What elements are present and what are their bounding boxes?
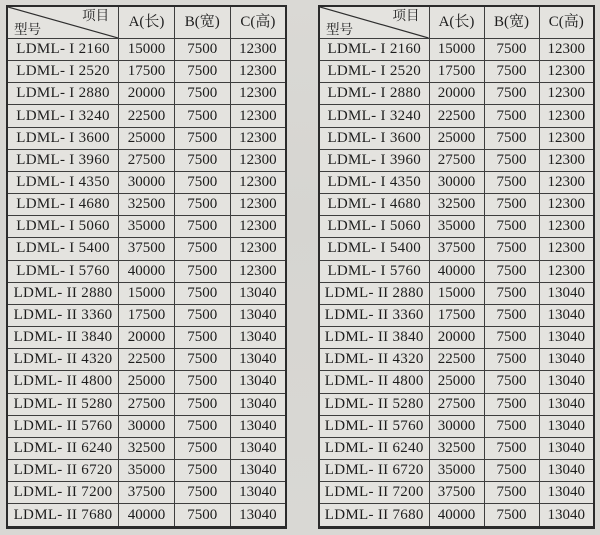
b-width-cell: 7500 bbox=[174, 61, 230, 83]
column-header-c-height: C(高) bbox=[539, 6, 594, 39]
b-width-cell: 7500 bbox=[174, 105, 230, 127]
c-height-cell: 13040 bbox=[230, 304, 286, 326]
b-width-cell: 7500 bbox=[484, 437, 539, 459]
model-cell: LDML- II 4320 bbox=[319, 349, 429, 371]
a-length-cell: 20000 bbox=[119, 83, 175, 105]
model-cell: LDML- I 4350 bbox=[319, 171, 429, 193]
a-length-cell: 20000 bbox=[119, 327, 175, 349]
table-row bbox=[7, 482, 286, 504]
a-length-cell: 32500 bbox=[119, 194, 175, 216]
table-row bbox=[319, 216, 594, 238]
table-row bbox=[7, 282, 286, 304]
b-width-cell: 7500 bbox=[484, 61, 539, 83]
a-length-cell: 35000 bbox=[119, 459, 175, 481]
a-length-cell: 37500 bbox=[119, 482, 175, 504]
model-cell: LDML- II 6240 bbox=[7, 437, 119, 459]
c-height-cell: 13040 bbox=[539, 482, 594, 504]
b-width-cell: 7500 bbox=[484, 482, 539, 504]
a-length-cell: 27500 bbox=[119, 393, 175, 415]
table-row bbox=[319, 482, 594, 504]
b-width-cell: 7500 bbox=[174, 327, 230, 349]
model-cell: LDML- II 3360 bbox=[319, 304, 429, 326]
c-height-cell: 12300 bbox=[539, 171, 594, 193]
a-length-cell: 25000 bbox=[429, 127, 484, 149]
table-row bbox=[7, 105, 286, 127]
a-length-cell: 17500 bbox=[429, 61, 484, 83]
header-row bbox=[319, 6, 594, 39]
a-length-cell: 22500 bbox=[429, 349, 484, 371]
a-length-cell: 20000 bbox=[429, 327, 484, 349]
table-row bbox=[319, 504, 594, 528]
model-cell: LDML- I 4680 bbox=[319, 194, 429, 216]
table-row bbox=[7, 171, 286, 193]
table-row bbox=[7, 83, 286, 105]
table-row bbox=[319, 459, 594, 481]
c-height-cell: 12300 bbox=[230, 238, 286, 260]
a-length-cell: 17500 bbox=[119, 304, 175, 326]
c-height-cell: 12300 bbox=[539, 61, 594, 83]
table-row bbox=[7, 39, 286, 61]
model-cell: LDML- I 3240 bbox=[7, 105, 119, 127]
a-length-cell: 27500 bbox=[429, 393, 484, 415]
a-length-cell: 30000 bbox=[429, 415, 484, 437]
c-height-cell: 13040 bbox=[539, 282, 594, 304]
b-width-cell: 7500 bbox=[484, 105, 539, 127]
table-row bbox=[7, 415, 286, 437]
model-cell: LDML- II 6720 bbox=[7, 459, 119, 481]
model-cell: LDML- I 5400 bbox=[7, 238, 119, 260]
table-row bbox=[319, 260, 594, 282]
b-width-cell: 7500 bbox=[174, 216, 230, 238]
model-cell: LDML- I 3600 bbox=[7, 127, 119, 149]
model-cell: LDML- II 5280 bbox=[319, 393, 429, 415]
a-length-cell: 15000 bbox=[119, 282, 175, 304]
b-width-cell: 7500 bbox=[174, 171, 230, 193]
table-body bbox=[7, 39, 286, 528]
model-cell: LDML- II 3840 bbox=[319, 327, 429, 349]
table-row bbox=[319, 304, 594, 326]
a-length-cell: 25000 bbox=[429, 371, 484, 393]
model-cell: LDML- I 2520 bbox=[319, 61, 429, 83]
a-length-cell: 32500 bbox=[429, 194, 484, 216]
table-row bbox=[319, 349, 594, 371]
table-row bbox=[7, 216, 286, 238]
b-width-cell: 7500 bbox=[484, 238, 539, 260]
model-cell: LDML- II 7680 bbox=[7, 504, 119, 528]
table-row bbox=[7, 327, 286, 349]
model-cell: LDML- II 3360 bbox=[7, 304, 119, 326]
table-row bbox=[319, 415, 594, 437]
table-row bbox=[319, 39, 594, 61]
model-cell: LDML- II 6240 bbox=[319, 437, 429, 459]
a-length-cell: 37500 bbox=[429, 238, 484, 260]
model-cell: LDML- I 5060 bbox=[319, 216, 429, 238]
a-length-cell: 25000 bbox=[119, 371, 175, 393]
model-cell: LDML- I 2520 bbox=[7, 61, 119, 83]
b-width-cell: 7500 bbox=[174, 83, 230, 105]
c-height-cell: 12300 bbox=[539, 238, 594, 260]
b-width-cell: 7500 bbox=[174, 459, 230, 481]
a-length-cell: 40000 bbox=[119, 504, 175, 528]
c-height-cell: 13040 bbox=[539, 504, 594, 528]
b-width-cell: 7500 bbox=[484, 393, 539, 415]
table-row bbox=[319, 238, 594, 260]
b-width-cell: 7500 bbox=[174, 349, 230, 371]
table-body bbox=[319, 39, 594, 528]
model-cell: LDML- II 3840 bbox=[7, 327, 119, 349]
b-width-cell: 7500 bbox=[484, 371, 539, 393]
table-row bbox=[7, 194, 286, 216]
table-row bbox=[7, 304, 286, 326]
a-length-cell: 27500 bbox=[429, 149, 484, 171]
c-height-cell: 12300 bbox=[539, 83, 594, 105]
table-row bbox=[319, 105, 594, 127]
header-row bbox=[7, 6, 286, 39]
a-length-cell: 15000 bbox=[119, 39, 175, 61]
a-length-cell: 27500 bbox=[119, 149, 175, 171]
column-header-a-length: A(长) bbox=[429, 6, 484, 39]
c-height-cell: 12300 bbox=[230, 149, 286, 171]
b-width-cell: 7500 bbox=[484, 504, 539, 528]
c-height-cell: 13040 bbox=[539, 393, 594, 415]
c-height-cell: 12300 bbox=[539, 105, 594, 127]
table-row bbox=[7, 149, 286, 171]
diagonal-split-cell bbox=[320, 7, 429, 38]
c-height-cell: 13040 bbox=[230, 482, 286, 504]
a-length-cell: 22500 bbox=[429, 105, 484, 127]
model-cell: LDML- I 3240 bbox=[319, 105, 429, 127]
c-height-cell: 13040 bbox=[539, 371, 594, 393]
b-width-cell: 7500 bbox=[174, 504, 230, 528]
b-width-cell: 7500 bbox=[174, 149, 230, 171]
a-length-cell: 35000 bbox=[429, 459, 484, 481]
a-length-cell: 30000 bbox=[119, 171, 175, 193]
c-height-cell: 12300 bbox=[230, 171, 286, 193]
table-row bbox=[7, 459, 286, 481]
column-header-a-length: A(长) bbox=[119, 6, 175, 39]
table-row bbox=[7, 61, 286, 83]
model-cell: LDML- I 5760 bbox=[7, 260, 119, 282]
c-height-cell: 12300 bbox=[230, 83, 286, 105]
c-height-cell: 13040 bbox=[539, 459, 594, 481]
model-cell: LDML- I 2880 bbox=[319, 83, 429, 105]
model-cell: LDML- II 4800 bbox=[319, 371, 429, 393]
b-width-cell: 7500 bbox=[174, 482, 230, 504]
diagonal-split-cell bbox=[8, 7, 118, 38]
a-length-cell: 22500 bbox=[119, 105, 175, 127]
b-width-cell: 7500 bbox=[174, 393, 230, 415]
a-length-cell: 20000 bbox=[429, 83, 484, 105]
model-cell: LDML- II 5760 bbox=[7, 415, 119, 437]
model-cell: LDML- I 5060 bbox=[7, 216, 119, 238]
table-header bbox=[7, 6, 286, 39]
model-cell: LDML- II 5280 bbox=[7, 393, 119, 415]
b-width-cell: 7500 bbox=[174, 260, 230, 282]
a-length-cell: 35000 bbox=[119, 216, 175, 238]
c-height-cell: 12300 bbox=[539, 39, 594, 61]
table-row bbox=[319, 171, 594, 193]
table-row bbox=[7, 127, 286, 149]
c-height-cell: 12300 bbox=[230, 39, 286, 61]
model-cell: LDML- II 7680 bbox=[319, 504, 429, 528]
b-width-cell: 7500 bbox=[174, 194, 230, 216]
table-row bbox=[7, 238, 286, 260]
a-length-cell: 32500 bbox=[429, 437, 484, 459]
table-row bbox=[319, 127, 594, 149]
model-cell: LDML- I 5400 bbox=[319, 238, 429, 260]
b-width-cell: 7500 bbox=[174, 437, 230, 459]
spec-table-right bbox=[318, 5, 595, 529]
b-width-cell: 7500 bbox=[484, 415, 539, 437]
b-width-cell: 7500 bbox=[484, 349, 539, 371]
column-header-b-width: B(宽) bbox=[484, 6, 539, 39]
c-height-cell: 12300 bbox=[230, 127, 286, 149]
c-height-cell: 13040 bbox=[539, 327, 594, 349]
table-row bbox=[319, 393, 594, 415]
c-height-cell: 12300 bbox=[230, 194, 286, 216]
model-cell: LDML- I 2160 bbox=[319, 39, 429, 61]
c-height-cell: 13040 bbox=[230, 504, 286, 528]
c-height-cell: 13040 bbox=[230, 327, 286, 349]
c-height-cell: 13040 bbox=[230, 371, 286, 393]
dimensions-table bbox=[318, 5, 595, 529]
model-cell: LDML- II 7200 bbox=[319, 482, 429, 504]
a-length-cell: 40000 bbox=[429, 504, 484, 528]
a-length-cell: 25000 bbox=[119, 127, 175, 149]
table-row bbox=[319, 194, 594, 216]
a-length-cell: 40000 bbox=[429, 260, 484, 282]
model-cell: LDML- II 6720 bbox=[319, 459, 429, 481]
a-length-cell: 15000 bbox=[429, 282, 484, 304]
c-height-cell: 13040 bbox=[539, 349, 594, 371]
table-row bbox=[7, 437, 286, 459]
c-height-cell: 12300 bbox=[230, 105, 286, 127]
a-length-cell: 35000 bbox=[429, 216, 484, 238]
b-width-cell: 7500 bbox=[484, 327, 539, 349]
a-length-cell: 40000 bbox=[119, 260, 175, 282]
table-row bbox=[7, 260, 286, 282]
c-height-cell: 13040 bbox=[230, 459, 286, 481]
c-height-cell: 12300 bbox=[539, 127, 594, 149]
model-cell: LDML- I 2160 bbox=[7, 39, 119, 61]
table-row bbox=[319, 437, 594, 459]
corner-label-model: 型号 bbox=[326, 21, 353, 37]
model-cell: LDML- I 3960 bbox=[7, 149, 119, 171]
b-width-cell: 7500 bbox=[174, 304, 230, 326]
b-width-cell: 7500 bbox=[484, 83, 539, 105]
table-row bbox=[7, 393, 286, 415]
a-length-cell: 32500 bbox=[119, 437, 175, 459]
b-width-cell: 7500 bbox=[174, 415, 230, 437]
a-length-cell: 22500 bbox=[119, 349, 175, 371]
b-width-cell: 7500 bbox=[484, 149, 539, 171]
b-width-cell: 7500 bbox=[484, 459, 539, 481]
table-header bbox=[319, 6, 594, 39]
table-row bbox=[319, 371, 594, 393]
table-row bbox=[319, 282, 594, 304]
model-cell: LDML- II 2880 bbox=[319, 282, 429, 304]
corner-label-model: 型号 bbox=[14, 21, 41, 37]
c-height-cell: 12300 bbox=[539, 149, 594, 171]
b-width-cell: 7500 bbox=[484, 127, 539, 149]
c-height-cell: 12300 bbox=[539, 194, 594, 216]
a-length-cell: 17500 bbox=[429, 304, 484, 326]
b-width-cell: 7500 bbox=[484, 171, 539, 193]
a-length-cell: 15000 bbox=[429, 39, 484, 61]
table-row bbox=[7, 349, 286, 371]
b-width-cell: 7500 bbox=[484, 39, 539, 61]
b-width-cell: 7500 bbox=[484, 282, 539, 304]
c-height-cell: 13040 bbox=[230, 415, 286, 437]
b-width-cell: 7500 bbox=[174, 238, 230, 260]
table-row bbox=[7, 371, 286, 393]
model-cell: LDML- I 2880 bbox=[7, 83, 119, 105]
c-height-cell: 13040 bbox=[539, 437, 594, 459]
c-height-cell: 13040 bbox=[539, 304, 594, 326]
model-cell: LDML- I 3600 bbox=[319, 127, 429, 149]
c-height-cell: 12300 bbox=[539, 260, 594, 282]
spec-table-left bbox=[6, 5, 287, 529]
table-row bbox=[7, 504, 286, 528]
model-cell: LDML- I 3960 bbox=[319, 149, 429, 171]
corner-label-item: 项目 bbox=[392, 8, 420, 23]
model-cell: LDML- I 4350 bbox=[7, 171, 119, 193]
c-height-cell: 12300 bbox=[230, 61, 286, 83]
b-width-cell: 7500 bbox=[484, 194, 539, 216]
a-length-cell: 37500 bbox=[429, 482, 484, 504]
c-height-cell: 12300 bbox=[230, 260, 286, 282]
a-length-cell: 30000 bbox=[119, 415, 175, 437]
table-row bbox=[319, 61, 594, 83]
a-length-cell: 17500 bbox=[119, 61, 175, 83]
dimensions-table bbox=[6, 5, 287, 529]
corner-header-cell bbox=[319, 6, 429, 39]
a-length-cell: 37500 bbox=[119, 238, 175, 260]
b-width-cell: 7500 bbox=[484, 216, 539, 238]
b-width-cell: 7500 bbox=[484, 304, 539, 326]
model-cell: LDML- II 4800 bbox=[7, 371, 119, 393]
column-header-b-width: B(宽) bbox=[174, 6, 230, 39]
c-height-cell: 12300 bbox=[230, 216, 286, 238]
c-height-cell: 12300 bbox=[539, 216, 594, 238]
model-cell: LDML- II 2880 bbox=[7, 282, 119, 304]
model-cell: LDML- I 4680 bbox=[7, 194, 119, 216]
model-cell: LDML- II 5760 bbox=[319, 415, 429, 437]
c-height-cell: 13040 bbox=[230, 282, 286, 304]
c-height-cell: 13040 bbox=[539, 415, 594, 437]
table-row bbox=[319, 327, 594, 349]
corner-header-cell bbox=[7, 6, 119, 39]
c-height-cell: 13040 bbox=[230, 393, 286, 415]
b-width-cell: 7500 bbox=[174, 39, 230, 61]
b-width-cell: 7500 bbox=[174, 282, 230, 304]
corner-label-item: 项目 bbox=[82, 8, 110, 23]
b-width-cell: 7500 bbox=[174, 371, 230, 393]
c-height-cell: 13040 bbox=[230, 437, 286, 459]
a-length-cell: 30000 bbox=[429, 171, 484, 193]
model-cell: LDML- II 4320 bbox=[7, 349, 119, 371]
b-width-cell: 7500 bbox=[484, 260, 539, 282]
column-header-c-height: C(高) bbox=[230, 6, 286, 39]
table-row bbox=[319, 83, 594, 105]
table-row bbox=[319, 149, 594, 171]
c-height-cell: 13040 bbox=[230, 349, 286, 371]
model-cell: LDML- I 5760 bbox=[319, 260, 429, 282]
b-width-cell: 7500 bbox=[174, 127, 230, 149]
model-cell: LDML- II 7200 bbox=[7, 482, 119, 504]
